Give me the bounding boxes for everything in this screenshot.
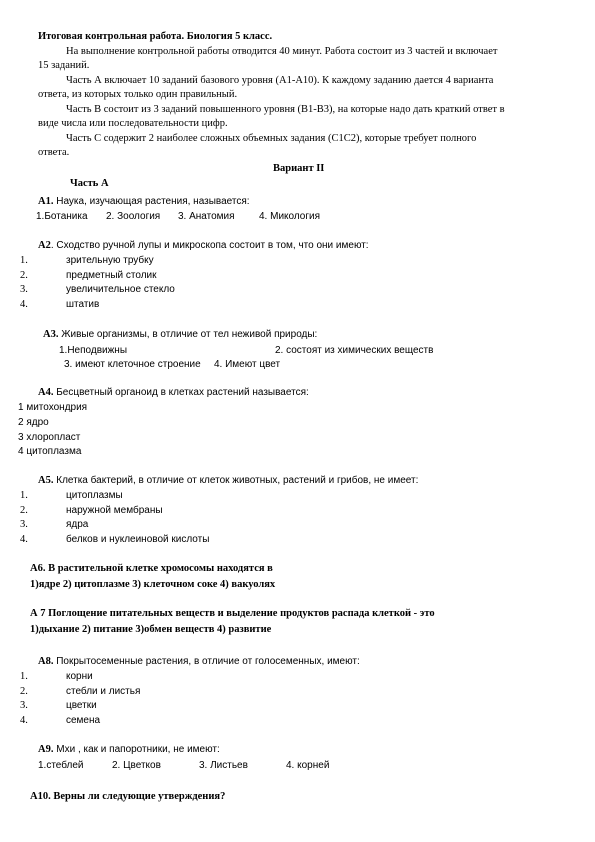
list-number: 2. <box>20 505 28 516</box>
list-number: 3. <box>20 284 28 295</box>
list-number: 3. <box>20 700 28 711</box>
answer-options-a7: 1)дыхание 2) питание 3)обмен веществ 4) развитие <box>30 624 272 635</box>
answer-option: 4. Имеют цвет <box>214 359 281 370</box>
answer-option: зрительную трубку <box>66 255 154 266</box>
question-number: А2 <box>38 240 51 251</box>
document-title: Итоговая контрольная работа. Биология 5 класс. <box>38 31 273 42</box>
part-b-description-1: Часть В состоит из 3 заданий повышенного уровня (В1-В3), на которые надо дать краткий ответ в <box>66 104 505 115</box>
question-a5 <box>38 474 418 487</box>
list-number: 4. <box>20 534 28 545</box>
answer-option: 4. корней <box>286 760 330 771</box>
intro-line-1: На выполнение контрольной работы отводится 40 минут. Работа состоит из 3 частей и включает <box>66 46 498 57</box>
question-a7: А 7 Поглощение питательных веществ и выделение продуктов распада клеткой - это <box>30 608 435 619</box>
answer-option: стебли и листья <box>66 686 141 697</box>
answer-option: цитоплазмы <box>66 490 123 501</box>
list-number: 3. <box>20 519 28 530</box>
answer-option: 2. Цветков <box>112 760 161 771</box>
question-text: . Сходство ручной лупы и микроскопа состоит в том, что они имеют: <box>50 240 369 251</box>
answer-option: 1 митохондрия <box>18 402 88 413</box>
answer-options-a6: 1)ядре 2) цитоплазме 3) клеточном соке 4) вакуолях <box>30 579 276 590</box>
answer-option: 2 ядро <box>18 417 49 428</box>
answer-option: 3. имеют клеточное строение <box>64 359 201 370</box>
list-number: 1. <box>20 490 28 501</box>
list-number: 1. <box>20 255 28 266</box>
question-a2 <box>38 239 369 252</box>
answer-option: 1.стеблей <box>38 760 84 771</box>
question-a8 <box>38 655 360 668</box>
answer-option: увеличительное стекло <box>66 284 175 295</box>
list-number: 2. <box>20 270 28 281</box>
question-number: А4. <box>38 387 54 398</box>
list-number: 1. <box>20 671 28 682</box>
question-a3 <box>43 328 317 341</box>
answer-option: 3. Листьев <box>199 760 248 771</box>
part-a-heading: Часть А <box>70 178 109 189</box>
intro-line-2: 15 заданий. <box>38 60 90 71</box>
answer-option: штатив <box>66 299 100 310</box>
question-a4 <box>38 386 309 399</box>
list-number: 2. <box>20 686 28 697</box>
question-number: А8. <box>38 656 54 667</box>
answer-option: корни <box>66 671 93 682</box>
question-a9 <box>38 743 220 756</box>
question-text: Живые организмы, в отличие от тел неживой природы: <box>58 329 318 340</box>
question-text: Покрытосеменные растения, в отличие от голосеменных, имеют: <box>53 656 360 667</box>
answer-option: 4. Микология <box>259 211 321 222</box>
part-b-description-2: виде числа или последовательности цифр. <box>38 118 228 129</box>
question-number: А1. <box>38 196 54 207</box>
answer-option: предметный столик <box>66 270 157 281</box>
question-a6: А6. В растительной клетке хромосомы находятся в <box>30 563 273 574</box>
question-text: Наука, изучающая растения, называется: <box>53 196 250 207</box>
question-text: Клетка бактерий, в отличие от клеток животных, растений и грибов, не имеет: <box>53 475 419 486</box>
answer-option: 3. Анатомия <box>178 211 235 222</box>
answer-option: семена <box>66 715 101 726</box>
answer-option: белков и нуклеиновой кислоты <box>66 534 210 545</box>
question-text: Мхи , как и папоротники, не имеют: <box>53 744 220 755</box>
question-a1 <box>38 195 250 208</box>
question-number: А5. <box>38 475 54 486</box>
part-c-description-2: ответа. <box>38 147 70 158</box>
answer-option: наружной мембраны <box>66 505 163 516</box>
question-number: А3. <box>43 329 59 340</box>
answer-option: 3 хлоропласт <box>18 432 81 443</box>
question-number: А9. <box>38 744 54 755</box>
part-c-description-1: Часть С содержит 2 наиболее сложных объемных задания (С1С2), которые требует полного <box>66 133 477 144</box>
variant-heading: Вариант II <box>273 163 325 174</box>
answer-option: 1.Неподвижны <box>59 345 128 356</box>
part-a-description-2: ответа, из которых только один правильный. <box>38 89 238 100</box>
answer-option: ядра <box>66 519 89 530</box>
answer-option: 2. Зоология <box>106 211 161 222</box>
list-number: 4. <box>20 299 28 310</box>
answer-option: 1.Ботаника <box>36 211 88 222</box>
answer-option: 2. состоят из химических веществ <box>275 345 434 356</box>
question-text: Бесцветный органоид в клетках растений называется: <box>53 387 309 398</box>
answer-option: цветки <box>66 700 97 711</box>
answer-option: 4 цитоплазма <box>18 446 82 457</box>
list-number: 4. <box>20 715 28 726</box>
question-a10: А10. Верны ли следующие утверждения? <box>30 791 226 802</box>
part-a-description-1: Часть А включает 10 заданий базового уровня (А1-А10). К каждому заданию дается 4 варианта <box>66 75 494 86</box>
